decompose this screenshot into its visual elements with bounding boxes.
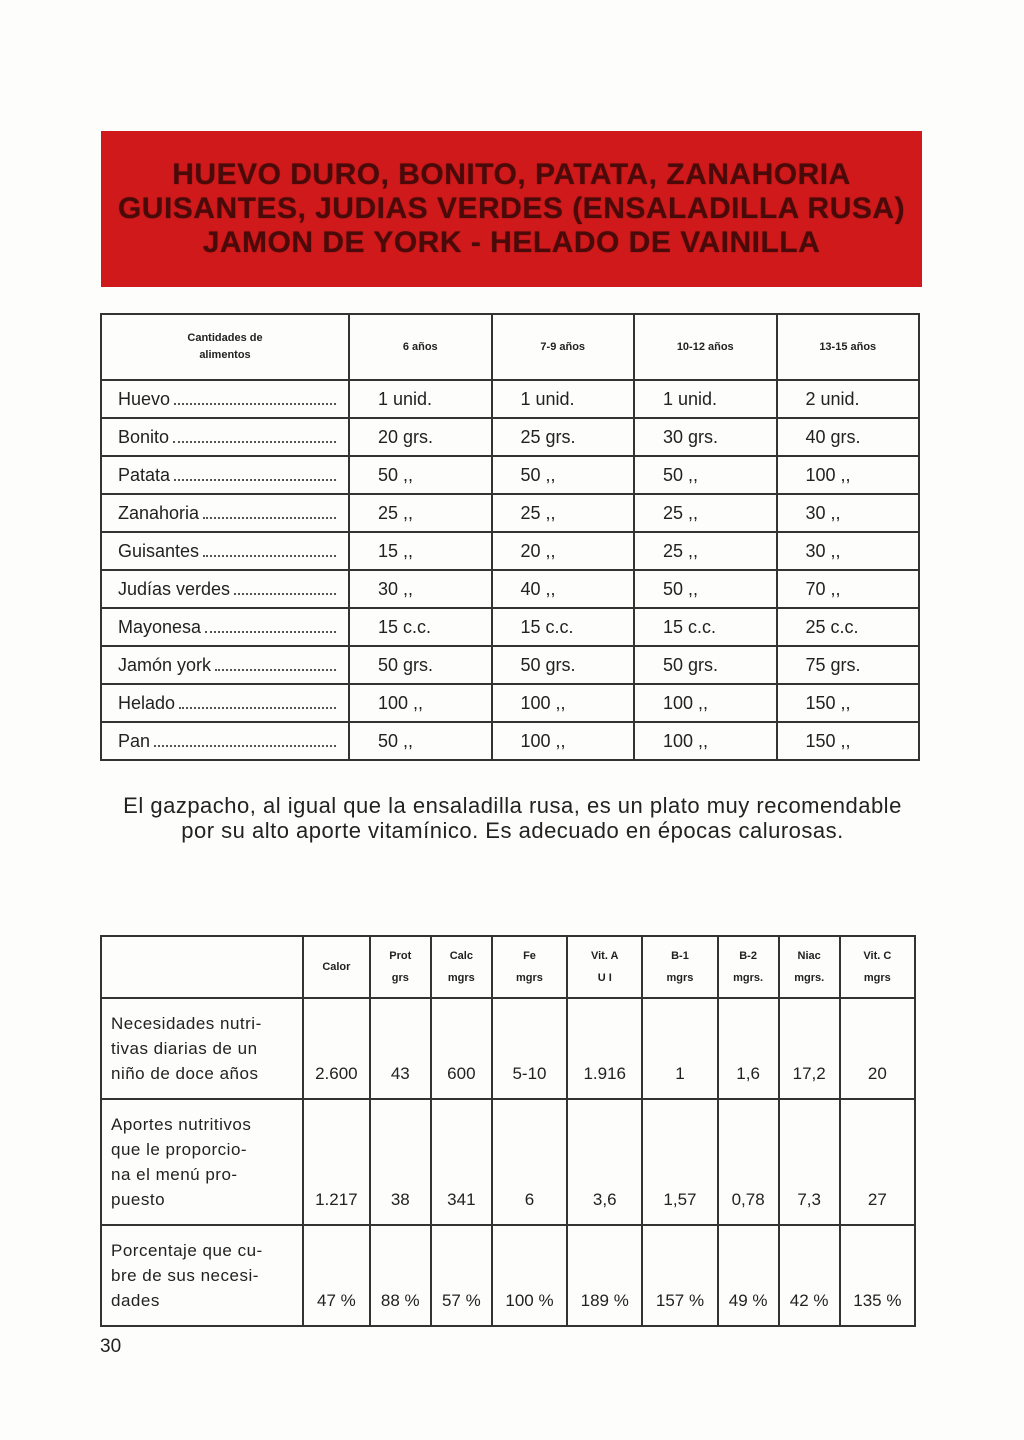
leader-dots (174, 403, 336, 405)
leader-dots (205, 631, 336, 633)
nutrient-header: Prot grs (370, 936, 431, 998)
table-header-row (101, 936, 915, 998)
food-name: Bonito (118, 426, 170, 447)
quantity-cell: 25 ,, (634, 494, 777, 532)
quantity-cell: 30 ,, (349, 570, 492, 608)
nutrient-value-cell: 47 % (303, 1225, 370, 1326)
quantity-cell: 30 grs. (634, 418, 777, 456)
quantity-cell: 100 ,, (634, 684, 777, 722)
table-row (101, 570, 919, 608)
description-line: niño de doce años (111, 1064, 259, 1083)
nutrient-value-cell: 100 % (492, 1225, 567, 1326)
column-header-age: 7-9 años (492, 314, 635, 380)
quantity-cell: 100 ,, (492, 722, 635, 760)
table-row (101, 684, 919, 722)
quantity-cell: 100 ,, (634, 722, 777, 760)
table-row (101, 1099, 915, 1225)
food-name-cell (101, 418, 349, 456)
quantity-cell: 50 ,, (634, 570, 777, 608)
nutrient-value-cell: 1,57 (642, 1099, 717, 1225)
quantity-cell: 25 grs. (492, 418, 635, 456)
nutrition-table (100, 935, 916, 1327)
nutrient-value-cell: 43 (370, 998, 431, 1099)
nutrient-value-cell: 1,6 (718, 998, 779, 1099)
quantity-cell: 15 c.c. (634, 608, 777, 646)
leader-dots (154, 745, 336, 747)
food-name: Zanahoria (118, 502, 200, 523)
food-name: Guisantes (118, 540, 200, 561)
quantities-table (100, 313, 920, 761)
food-name: Mayonesa (118, 616, 202, 637)
table-row (101, 494, 919, 532)
column-header-blank (101, 936, 303, 998)
quantity-cell: 30 ,, (777, 494, 920, 532)
leader-dots (179, 707, 336, 709)
nutrient-header: B-1 mgrs (642, 936, 717, 998)
nutrient-header: Niac mgrs. (779, 936, 840, 998)
quantity-cell: 50 ,, (349, 722, 492, 760)
nutrient-value-cell: 38 (370, 1099, 431, 1225)
description-line: na el menú pro- (111, 1165, 238, 1184)
quantity-cell: 50 ,, (492, 456, 635, 494)
quantity-cell: 30 ,, (777, 532, 920, 570)
banner-line: GUISANTES, JUDIAS VERDES (ENSALADILLA RUSA) (117, 192, 906, 225)
nutrient-value-cell: 341 (431, 1099, 492, 1225)
quantity-cell: 75 grs. (777, 646, 920, 684)
nutrient-value-cell: 49 % (718, 1225, 779, 1326)
nutrient-value-cell: 5-10 (492, 998, 567, 1099)
quantity-cell: 50 ,, (349, 456, 492, 494)
nutrient-header: Vit. C mgrs (840, 936, 915, 998)
nutrient-value-cell: 3,6 (567, 1099, 642, 1225)
nutrient-value-cell: 42 % (779, 1225, 840, 1326)
nutrient-header: B-2 mgrs. (718, 936, 779, 998)
table-row (101, 722, 919, 760)
description-line: Necesidades nutri- (111, 1014, 262, 1033)
quantity-cell: 100 ,, (492, 684, 635, 722)
leader-dots (215, 669, 336, 671)
nutrient-value-cell: 1.916 (567, 998, 642, 1099)
food-name-cell (101, 456, 349, 494)
food-name: Huevo (118, 388, 171, 409)
table-row (101, 418, 919, 456)
page-number: 30 (100, 1336, 122, 1357)
quantity-cell: 25 ,, (492, 494, 635, 532)
quantity-cell: 15 c.c. (492, 608, 635, 646)
food-name: Judías verdes (118, 578, 231, 599)
food-name: Helado (118, 692, 176, 713)
table-row (101, 646, 919, 684)
nutrient-header: Vit. A U I (567, 936, 642, 998)
description-line: tivas diarias de un (111, 1039, 258, 1058)
leader-dots (174, 479, 336, 481)
food-name-cell (101, 608, 349, 646)
quantity-cell: 100 ,, (349, 684, 492, 722)
nutrient-value-cell: 27 (840, 1099, 915, 1225)
quantity-cell: 100 ,, (777, 456, 920, 494)
nutrient-header: Calor (303, 936, 370, 998)
description-line: bre de sus necesi- (111, 1266, 259, 1285)
nutrient-value-cell: 6 (492, 1099, 567, 1225)
leader-dots (173, 441, 336, 443)
nutrient-value-cell: 20 (840, 998, 915, 1099)
food-name-cell (101, 646, 349, 684)
column-header-age: 10-12 años (634, 314, 777, 380)
quantity-cell: 20 grs. (349, 418, 492, 456)
quantity-cell: 1 unid. (492, 380, 635, 418)
column-header-age: 13-15 años (777, 314, 920, 380)
quantity-cell: 50 grs. (492, 646, 635, 684)
food-name: Pan (118, 730, 151, 751)
quantity-cell: 70 ,, (777, 570, 920, 608)
nutrient-value-cell: 88 % (370, 1225, 431, 1326)
description-line: que le proporcio- (111, 1140, 248, 1159)
table-row (101, 998, 915, 1099)
gazpacho-paragraph: El gazpacho, al igual que la ensaladilla rusa, es un plato muy recomendable por su alto aporte vitamínico. Es adecuado en épocas calurosas. (123, 793, 902, 843)
nutrient-value-cell: 135 % (840, 1225, 915, 1326)
description-line: Porcentaje que cu- (111, 1241, 263, 1260)
nutrient-value-cell: 1 (642, 998, 717, 1099)
quantity-cell: 150 ,, (777, 722, 920, 760)
table-row (101, 380, 919, 418)
food-name-cell (101, 684, 349, 722)
food-name-cell (101, 494, 349, 532)
leader-dots (234, 593, 336, 595)
quantity-cell: 1 unid. (634, 380, 777, 418)
quantity-cell: 15 c.c. (349, 608, 492, 646)
leader-dots (203, 555, 336, 557)
column-header-foods: Cantidades de alimentos (101, 314, 349, 380)
table-row (101, 608, 919, 646)
quantity-cell: 15 ,, (349, 532, 492, 570)
nutrient-value-cell: 189 % (567, 1225, 642, 1326)
nutrient-value-cell: 1.217 (303, 1099, 370, 1225)
quantity-cell: 50 grs. (634, 646, 777, 684)
banner-line: JAMON DE YORK - HELADO DE VAINILLA (202, 226, 821, 259)
description-line: puesto (111, 1190, 166, 1209)
quantity-cell: 50 ,, (634, 456, 777, 494)
nutrient-value-cell: 17,2 (779, 998, 840, 1099)
description-line: Aportes nutritivos (111, 1115, 252, 1134)
row-description (101, 1225, 303, 1326)
nutrient-value-cell: 600 (431, 998, 492, 1099)
nutrient-header: Fe mgrs (492, 936, 567, 998)
quantity-cell: 20 ,, (492, 532, 635, 570)
quantity-cell: 25 c.c. (777, 608, 920, 646)
table-row (101, 456, 919, 494)
nutrient-value-cell: 2.600 (303, 998, 370, 1099)
nutrient-value-cell: 7,3 (779, 1099, 840, 1225)
food-name-cell (101, 722, 349, 760)
nutrient-value-cell: 157 % (642, 1225, 717, 1326)
banner-line: HUEVO DURO, BONITO, PATATA, ZANAHORIA (172, 158, 851, 191)
quantity-cell: 40 grs. (777, 418, 920, 456)
nutrient-value-cell: 57 % (431, 1225, 492, 1326)
table-row (101, 532, 919, 570)
quantity-cell: 150 ,, (777, 684, 920, 722)
food-name-cell (101, 570, 349, 608)
row-description (101, 1099, 303, 1225)
table-row (101, 1225, 915, 1326)
quantity-cell: 25 ,, (349, 494, 492, 532)
nutrient-header: Calc mgrs (431, 936, 492, 998)
quantity-cell: 25 ,, (634, 532, 777, 570)
food-name: Patata (118, 464, 171, 485)
food-name: Jamón york (118, 654, 212, 675)
column-header-age: 6 años (349, 314, 492, 380)
leader-dots (203, 517, 336, 519)
quantity-cell: 50 grs. (349, 646, 492, 684)
table-header-row (101, 314, 919, 380)
quantity-cell: 40 ,, (492, 570, 635, 608)
title-banner (101, 131, 922, 287)
food-name-cell (101, 532, 349, 570)
description-line: dades (111, 1291, 160, 1310)
quantity-cell: 1 unid. (349, 380, 492, 418)
row-description (101, 998, 303, 1099)
quantity-cell: 2 unid. (777, 380, 920, 418)
nutrient-value-cell: 0,78 (718, 1099, 779, 1225)
food-name-cell (101, 380, 349, 418)
